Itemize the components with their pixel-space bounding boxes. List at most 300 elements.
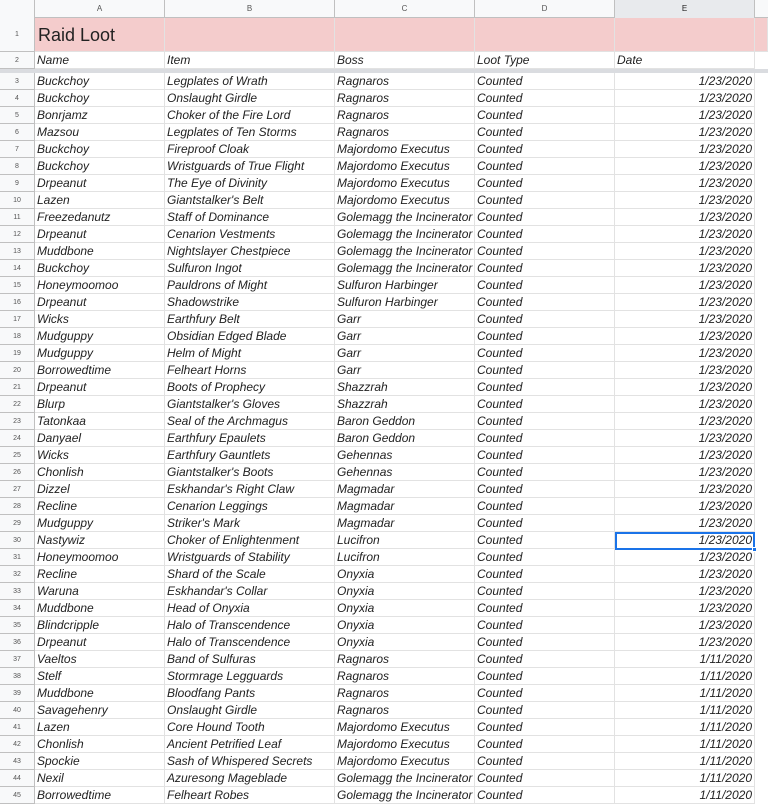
date-cell[interactable]: 1/23/2020 (615, 583, 755, 600)
item-cell[interactable]: Stormrage Legguards (165, 668, 335, 685)
name-cell[interactable]: Muddbone (35, 685, 165, 702)
name-cell[interactable]: Muddbone (35, 600, 165, 617)
name-cell[interactable]: Freezedanutz (35, 209, 165, 226)
row-number[interactable]: 26 (0, 464, 35, 481)
date-cell[interactable]: 1/11/2020 (615, 736, 755, 753)
title-cell[interactable] (475, 18, 615, 52)
name-cell[interactable]: Recline (35, 566, 165, 583)
header-row (0, 52, 768, 69)
loot-type-cell[interactable]: Counted (475, 787, 615, 804)
item-cell[interactable]: Shadowstrike (165, 294, 335, 311)
loot-type-cell[interactable]: Counted (475, 90, 615, 107)
column-header-a[interactable]: A (35, 0, 165, 18)
row-number[interactable]: 8 (0, 158, 35, 175)
row-number[interactable]: 22 (0, 396, 35, 413)
row-number[interactable]: 43 (0, 753, 35, 770)
item-cell[interactable]: Earthfury Belt (165, 311, 335, 328)
name-cell[interactable]: Drpeanut (35, 294, 165, 311)
loot-type-cell[interactable]: Counted (475, 617, 615, 634)
item-cell[interactable]: Seal of the Archmagus (165, 413, 335, 430)
table-row (0, 651, 768, 668)
item-cell[interactable]: Ancient Petrified Leaf (165, 736, 335, 753)
date-cell[interactable]: 1/23/2020 (615, 226, 755, 243)
title-cell[interactable] (615, 18, 755, 52)
date-cell[interactable]: 1/23/2020 (615, 515, 755, 532)
date-cell[interactable]: 1/23/2020 (615, 73, 755, 90)
loot-type-cell[interactable]: Counted (475, 175, 615, 192)
name-cell[interactable]: Drpeanut (35, 175, 165, 192)
item-cell[interactable]: Onslaught Girdle (165, 90, 335, 107)
name-cell[interactable]: Mudguppy (35, 345, 165, 362)
table-row (0, 430, 768, 447)
item-cell[interactable]: Azuresong Mageblade (165, 770, 335, 787)
date-cell[interactable]: 1/11/2020 (615, 719, 755, 736)
table-row (0, 277, 768, 294)
row-number[interactable]: 36 (0, 634, 35, 651)
item-cell[interactable]: Legplates of Ten Storms (165, 124, 335, 141)
date-cell[interactable]: 1/23/2020 (615, 481, 755, 498)
header-cell-item[interactable]: Item (165, 52, 335, 69)
header-cell-loot-type[interactable]: Loot Type (475, 52, 615, 69)
boss-cell[interactable]: Golemagg the Incinerator (335, 226, 475, 243)
row-number[interactable]: 20 (0, 362, 35, 379)
boss-cell[interactable]: Garr (335, 328, 475, 345)
title-cell[interactable] (165, 18, 335, 52)
loot-type-cell[interactable]: Counted (475, 379, 615, 396)
item-cell[interactable]: Eskhandar's Collar (165, 583, 335, 600)
date-cell[interactable]: 1/11/2020 (615, 651, 755, 668)
date-cell[interactable]: 1/23/2020 (615, 294, 755, 311)
date-cell[interactable]: 1/23/2020 (615, 634, 755, 651)
item-cell[interactable]: Sash of Whispered Secrets (165, 753, 335, 770)
date-cell[interactable]: 1/11/2020 (615, 770, 755, 787)
name-cell[interactable]: Wicks (35, 447, 165, 464)
date-cell[interactable]: 1/11/2020 (615, 787, 755, 804)
loot-type-cell[interactable]: Counted (475, 124, 615, 141)
name-cell[interactable]: Chonlish (35, 736, 165, 753)
item-cell[interactable]: Giantstalker's Belt (165, 192, 335, 209)
date-cell[interactable]: 1/23/2020 (615, 243, 755, 260)
boss-cell[interactable]: Gehennas (335, 464, 475, 481)
item-cell[interactable]: Striker's Mark (165, 515, 335, 532)
row-number[interactable]: 10 (0, 192, 35, 209)
item-cell[interactable]: Halo of Transcendence (165, 634, 335, 651)
loot-type-cell[interactable]: Counted (475, 498, 615, 515)
loot-type-cell[interactable]: Counted (475, 430, 615, 447)
row-number[interactable]: 39 (0, 685, 35, 702)
column-header-b[interactable]: B (165, 0, 335, 18)
table-row (0, 464, 768, 481)
row-number[interactable]: 33 (0, 583, 35, 600)
row-number[interactable]: 21 (0, 379, 35, 396)
loot-type-cell[interactable]: Counted (475, 209, 615, 226)
item-cell[interactable]: Earthfury Gauntlets (165, 447, 335, 464)
date-cell[interactable]: 1/23/2020 (615, 600, 755, 617)
row-number[interactable]: 16 (0, 294, 35, 311)
header-cell-boss[interactable]: Boss (335, 52, 475, 69)
boss-cell[interactable]: Lucifron (335, 532, 475, 549)
date-cell[interactable]: 1/23/2020 (615, 158, 755, 175)
boss-cell[interactable]: Garr (335, 345, 475, 362)
item-cell[interactable]: Cenarion Leggings (165, 498, 335, 515)
row-number[interactable]: 2 (0, 52, 35, 69)
row-number[interactable]: 32 (0, 566, 35, 583)
loot-type-cell[interactable]: Counted (475, 396, 615, 413)
boss-cell[interactable]: Golemagg the Incinerator (335, 770, 475, 787)
loot-type-cell[interactable]: Counted (475, 413, 615, 430)
loot-type-cell[interactable]: Counted (475, 736, 615, 753)
header-cell-date[interactable]: Date (615, 52, 755, 69)
date-cell[interactable]: 1/23/2020 (615, 260, 755, 277)
row-number[interactable]: 25 (0, 447, 35, 464)
loot-type-cell[interactable]: Counted (475, 481, 615, 498)
boss-cell[interactable]: Onyxia (335, 583, 475, 600)
item-cell[interactable]: Giantstalker's Gloves (165, 396, 335, 413)
name-cell[interactable]: Danyael (35, 430, 165, 447)
item-cell[interactable]: Cenarion Vestments (165, 226, 335, 243)
loot-type-cell[interactable]: Counted (475, 73, 615, 90)
row-number[interactable]: 35 (0, 617, 35, 634)
boss-cell[interactable]: Golemagg the Incinerator (335, 260, 475, 277)
item-cell[interactable]: Onslaught Girdle (165, 702, 335, 719)
boss-cell[interactable]: Garr (335, 362, 475, 379)
name-cell[interactable]: Blindcripple (35, 617, 165, 634)
column-header-e[interactable]: E (615, 0, 755, 18)
date-cell[interactable]: 1/23/2020 (615, 532, 755, 549)
boss-cell[interactable]: Ragnaros (335, 651, 475, 668)
boss-cell[interactable]: Ragnaros (335, 124, 475, 141)
name-cell[interactable]: Recline (35, 498, 165, 515)
item-cell[interactable]: Wristguards of True Flight (165, 158, 335, 175)
row-number[interactable]: 23 (0, 413, 35, 430)
boss-cell[interactable]: Ragnaros (335, 73, 475, 90)
loot-type-cell[interactable]: Counted (475, 294, 615, 311)
date-cell[interactable]: 1/23/2020 (615, 175, 755, 192)
date-cell[interactable]: 1/11/2020 (615, 668, 755, 685)
item-cell[interactable]: Obsidian Edged Blade (165, 328, 335, 345)
boss-cell[interactable]: Majordomo Executus (335, 158, 475, 175)
loot-type-cell[interactable]: Counted (475, 447, 615, 464)
table-row (0, 209, 768, 226)
loot-type-cell[interactable]: Counted (475, 192, 615, 209)
item-cell[interactable]: Band of Sulfuras (165, 651, 335, 668)
row-number[interactable]: 6 (0, 124, 35, 141)
boss-cell[interactable]: Baron Geddon (335, 430, 475, 447)
fill-handle[interactable] (752, 547, 757, 552)
loot-type-cell[interactable]: Counted (475, 685, 615, 702)
item-cell[interactable]: Choker of Enlightenment (165, 532, 335, 549)
name-cell[interactable]: Lazen (35, 192, 165, 209)
table-row (0, 413, 768, 430)
name-cell[interactable]: Buckchoy (35, 158, 165, 175)
boss-cell[interactable]: Ragnaros (335, 685, 475, 702)
item-cell[interactable]: Sulfuron Ingot (165, 260, 335, 277)
item-cell[interactable]: Earthfury Epaulets (165, 430, 335, 447)
date-cell[interactable]: 1/23/2020 (615, 447, 755, 464)
sheet-title[interactable]: Raid Loot (35, 18, 165, 52)
loot-type-cell[interactable]: Counted (475, 668, 615, 685)
loot-type-cell[interactable]: Counted (475, 549, 615, 566)
date-cell[interactable]: 1/11/2020 (615, 753, 755, 770)
boss-cell[interactable]: Ragnaros (335, 107, 475, 124)
name-cell[interactable]: Honeymoomoo (35, 277, 165, 294)
select-all-corner[interactable] (0, 0, 35, 18)
date-cell[interactable]: 1/11/2020 (615, 685, 755, 702)
row-number[interactable]: 7 (0, 141, 35, 158)
table-row (0, 345, 768, 362)
row-number[interactable]: 41 (0, 719, 35, 736)
item-cell[interactable]: Nightslayer Chestpiece (165, 243, 335, 260)
row-number[interactable]: 5 (0, 107, 35, 124)
row-number[interactable]: 42 (0, 736, 35, 753)
item-cell[interactable]: Fireproof Cloak (165, 141, 335, 158)
row-number[interactable]: 14 (0, 260, 35, 277)
loot-type-cell[interactable]: Counted (475, 243, 615, 260)
date-cell[interactable]: 1/23/2020 (615, 362, 755, 379)
name-cell[interactable]: Borrowedtime (35, 787, 165, 804)
name-cell[interactable]: Tatonkaa (35, 413, 165, 430)
boss-cell[interactable]: Onyxia (335, 600, 475, 617)
name-cell[interactable]: Savagehenry (35, 702, 165, 719)
name-cell[interactable]: Muddbone (35, 243, 165, 260)
boss-cell[interactable]: Sulfuron Harbinger (335, 277, 475, 294)
boss-cell[interactable]: Golemagg the Incinerator (335, 209, 475, 226)
header-cell-name[interactable]: Name (35, 52, 165, 69)
boss-cell[interactable]: Majordomo Executus (335, 192, 475, 209)
table-row (0, 311, 768, 328)
name-cell[interactable]: Drpeanut (35, 634, 165, 651)
table-row (0, 107, 768, 124)
loot-type-cell[interactable]: Counted (475, 345, 615, 362)
date-cell[interactable]: 1/23/2020 (615, 430, 755, 447)
row-number[interactable]: 19 (0, 345, 35, 362)
table-row (0, 634, 768, 651)
name-cell[interactable]: Lazen (35, 719, 165, 736)
date-cell[interactable]: 1/23/2020 (615, 141, 755, 158)
boss-cell[interactable]: Ragnaros (335, 702, 475, 719)
item-cell[interactable]: Bloodfang Pants (165, 685, 335, 702)
row-number[interactable]: 38 (0, 668, 35, 685)
row-number[interactable]: 31 (0, 549, 35, 566)
table-row (0, 90, 768, 107)
table-row (0, 549, 768, 566)
boss-cell[interactable]: Golemagg the Incinerator (335, 787, 475, 804)
loot-type-cell[interactable]: Counted (475, 311, 615, 328)
loot-type-cell[interactable]: Counted (475, 277, 615, 294)
name-cell[interactable]: Spockie (35, 753, 165, 770)
date-cell[interactable]: 1/23/2020 (615, 328, 755, 345)
item-cell[interactable]: Felheart Robes (165, 787, 335, 804)
name-cell[interactable]: Mudguppy (35, 515, 165, 532)
name-cell[interactable]: Drpeanut (35, 226, 165, 243)
loot-type-cell[interactable]: Counted (475, 141, 615, 158)
item-cell[interactable]: Halo of Transcendence (165, 617, 335, 634)
item-cell[interactable]: Head of Onyxia (165, 600, 335, 617)
loot-type-cell[interactable]: Counted (475, 719, 615, 736)
item-cell[interactable]: Core Hound Tooth (165, 719, 335, 736)
boss-cell[interactable]: Gehennas (335, 447, 475, 464)
loot-type-cell[interactable]: Counted (475, 260, 615, 277)
table-row (0, 226, 768, 243)
date-cell[interactable]: 1/23/2020 (615, 379, 755, 396)
boss-cell[interactable]: Majordomo Executus (335, 736, 475, 753)
name-cell[interactable]: Chonlish (35, 464, 165, 481)
loot-type-cell[interactable]: Counted (475, 583, 615, 600)
item-cell[interactable]: Giantstalker's Boots (165, 464, 335, 481)
column-header-d[interactable]: D (475, 0, 615, 18)
boss-cell[interactable]: Sulfuron Harbinger (335, 294, 475, 311)
item-cell[interactable]: Staff of Dominance (165, 209, 335, 226)
title-row (0, 18, 768, 52)
name-cell[interactable]: Buckchoy (35, 73, 165, 90)
boss-cell[interactable]: Onyxia (335, 617, 475, 634)
name-cell[interactable]: Mudguppy (35, 328, 165, 345)
row-number[interactable]: 40 (0, 702, 35, 719)
name-cell[interactable]: Buckchoy (35, 90, 165, 107)
boss-cell[interactable]: Magmadar (335, 515, 475, 532)
table-row (0, 617, 768, 634)
name-cell[interactable]: Vaeltos (35, 651, 165, 668)
title-cell (755, 18, 768, 52)
column-header-c[interactable]: C (335, 0, 475, 18)
row-number[interactable]: 37 (0, 651, 35, 668)
loot-type-cell[interactable]: Counted (475, 107, 615, 124)
boss-cell[interactable]: Garr (335, 311, 475, 328)
boss-cell[interactable]: Golemagg the Incinerator (335, 243, 475, 260)
table-row (0, 328, 768, 345)
item-cell[interactable]: The Eye of Divinity (165, 175, 335, 192)
boss-cell[interactable]: Shazzrah (335, 379, 475, 396)
loot-type-cell[interactable]: Counted (475, 362, 615, 379)
item-cell[interactable]: Pauldrons of Might (165, 277, 335, 294)
loot-type-cell[interactable]: Counted (475, 600, 615, 617)
loot-type-cell[interactable]: Counted (475, 158, 615, 175)
date-cell[interactable]: 1/23/2020 (615, 277, 755, 294)
row-number[interactable]: 12 (0, 226, 35, 243)
date-cell[interactable]: 1/23/2020 (615, 124, 755, 141)
loot-type-cell[interactable]: Counted (475, 226, 615, 243)
date-cell[interactable]: 1/11/2020 (615, 702, 755, 719)
boss-cell[interactable]: Majordomo Executus (335, 175, 475, 192)
name-cell[interactable]: Stelf (35, 668, 165, 685)
loot-type-cell[interactable]: Counted (475, 532, 615, 549)
item-cell[interactable]: Wristguards of Stability (165, 549, 335, 566)
row-number[interactable]: 9 (0, 175, 35, 192)
loot-type-cell[interactable]: Counted (475, 328, 615, 345)
boss-cell[interactable]: Onyxia (335, 634, 475, 651)
boss-cell[interactable]: Onyxia (335, 566, 475, 583)
name-cell[interactable]: Bonrjamz (35, 107, 165, 124)
loot-type-cell[interactable]: Counted (475, 702, 615, 719)
boss-cell[interactable]: Shazzrah (335, 396, 475, 413)
date-cell[interactable]: 1/23/2020 (615, 107, 755, 124)
item-cell[interactable]: Legplates of Wrath (165, 73, 335, 90)
date-cell[interactable]: 1/23/2020 (615, 549, 755, 566)
date-cell[interactable]: 1/23/2020 (615, 566, 755, 583)
row-number[interactable]: 1 (0, 18, 35, 52)
row-number[interactable]: 45 (0, 787, 35, 804)
boss-cell[interactable]: Majordomo Executus (335, 719, 475, 736)
boss-cell[interactable]: Lucifron (335, 549, 475, 566)
row-number[interactable]: 13 (0, 243, 35, 260)
item-cell[interactable]: Boots of Prophecy (165, 379, 335, 396)
boss-cell[interactable]: Ragnaros (335, 90, 475, 107)
loot-type-cell[interactable]: Counted (475, 515, 615, 532)
row-number[interactable]: 18 (0, 328, 35, 345)
row-number[interactable]: 28 (0, 498, 35, 515)
name-cell[interactable]: Honeymoomoo (35, 549, 165, 566)
loot-type-cell[interactable]: Counted (475, 770, 615, 787)
date-cell[interactable]: 1/23/2020 (615, 192, 755, 209)
date-cell[interactable]: 1/23/2020 (615, 396, 755, 413)
row-number[interactable]: 11 (0, 209, 35, 226)
item-cell[interactable]: Helm of Might (165, 345, 335, 362)
item-cell[interactable]: Shard of the Scale (165, 566, 335, 583)
loot-type-cell[interactable]: Counted (475, 753, 615, 770)
boss-cell[interactable]: Ragnaros (335, 668, 475, 685)
row-number[interactable]: 30 (0, 532, 35, 549)
row-number[interactable]: 24 (0, 430, 35, 447)
row-number[interactable]: 17 (0, 311, 35, 328)
name-cell[interactable]: Buckchoy (35, 260, 165, 277)
name-cell[interactable]: Nastywiz (35, 532, 165, 549)
row-number[interactable]: 34 (0, 600, 35, 617)
boss-cell[interactable]: Majordomo Executus (335, 141, 475, 158)
row-number[interactable]: 29 (0, 515, 35, 532)
name-cell[interactable]: Nexil (35, 770, 165, 787)
date-cell[interactable]: 1/23/2020 (615, 464, 755, 481)
name-cell[interactable]: Mazsou (35, 124, 165, 141)
name-cell[interactable]: Dizzel (35, 481, 165, 498)
date-cell[interactable]: 1/23/2020 (615, 498, 755, 515)
name-cell[interactable]: Wicks (35, 311, 165, 328)
date-cell[interactable]: 1/23/2020 (615, 90, 755, 107)
item-cell[interactable]: Felheart Horns (165, 362, 335, 379)
date-cell[interactable]: 1/23/2020 (615, 311, 755, 328)
boss-cell[interactable]: Magmadar (335, 498, 475, 515)
name-cell[interactable]: Drpeanut (35, 379, 165, 396)
loot-type-cell[interactable]: Counted (475, 566, 615, 583)
item-cell[interactable]: Choker of the Fire Lord (165, 107, 335, 124)
row-number[interactable]: 44 (0, 770, 35, 787)
table-row (0, 396, 768, 413)
row-number[interactable]: 4 (0, 90, 35, 107)
loot-type-cell[interactable]: Counted (475, 464, 615, 481)
name-cell[interactable]: Buckchoy (35, 141, 165, 158)
table-row (0, 498, 768, 515)
row-number[interactable]: 3 (0, 73, 35, 90)
date-cell[interactable]: 1/23/2020 (615, 345, 755, 362)
boss-cell[interactable]: Magmadar (335, 481, 475, 498)
table-row (0, 379, 768, 396)
loot-type-cell[interactable]: Counted (475, 651, 615, 668)
title-cell[interactable] (335, 18, 475, 52)
name-cell[interactable]: Blurp (35, 396, 165, 413)
date-cell[interactable]: 1/23/2020 (615, 617, 755, 634)
item-cell[interactable]: Eskhandar's Right Claw (165, 481, 335, 498)
row-number[interactable]: 15 (0, 277, 35, 294)
boss-cell[interactable]: Baron Geddon (335, 413, 475, 430)
date-cell[interactable]: 1/23/2020 (615, 209, 755, 226)
date-cell[interactable]: 1/23/2020 (615, 413, 755, 430)
row-number[interactable]: 27 (0, 481, 35, 498)
table-row (0, 481, 768, 498)
table-row (0, 702, 768, 719)
name-cell[interactable]: Waruna (35, 583, 165, 600)
name-cell[interactable]: Borrowedtime (35, 362, 165, 379)
loot-type-cell[interactable]: Counted (475, 634, 615, 651)
boss-cell[interactable]: Majordomo Executus (335, 753, 475, 770)
